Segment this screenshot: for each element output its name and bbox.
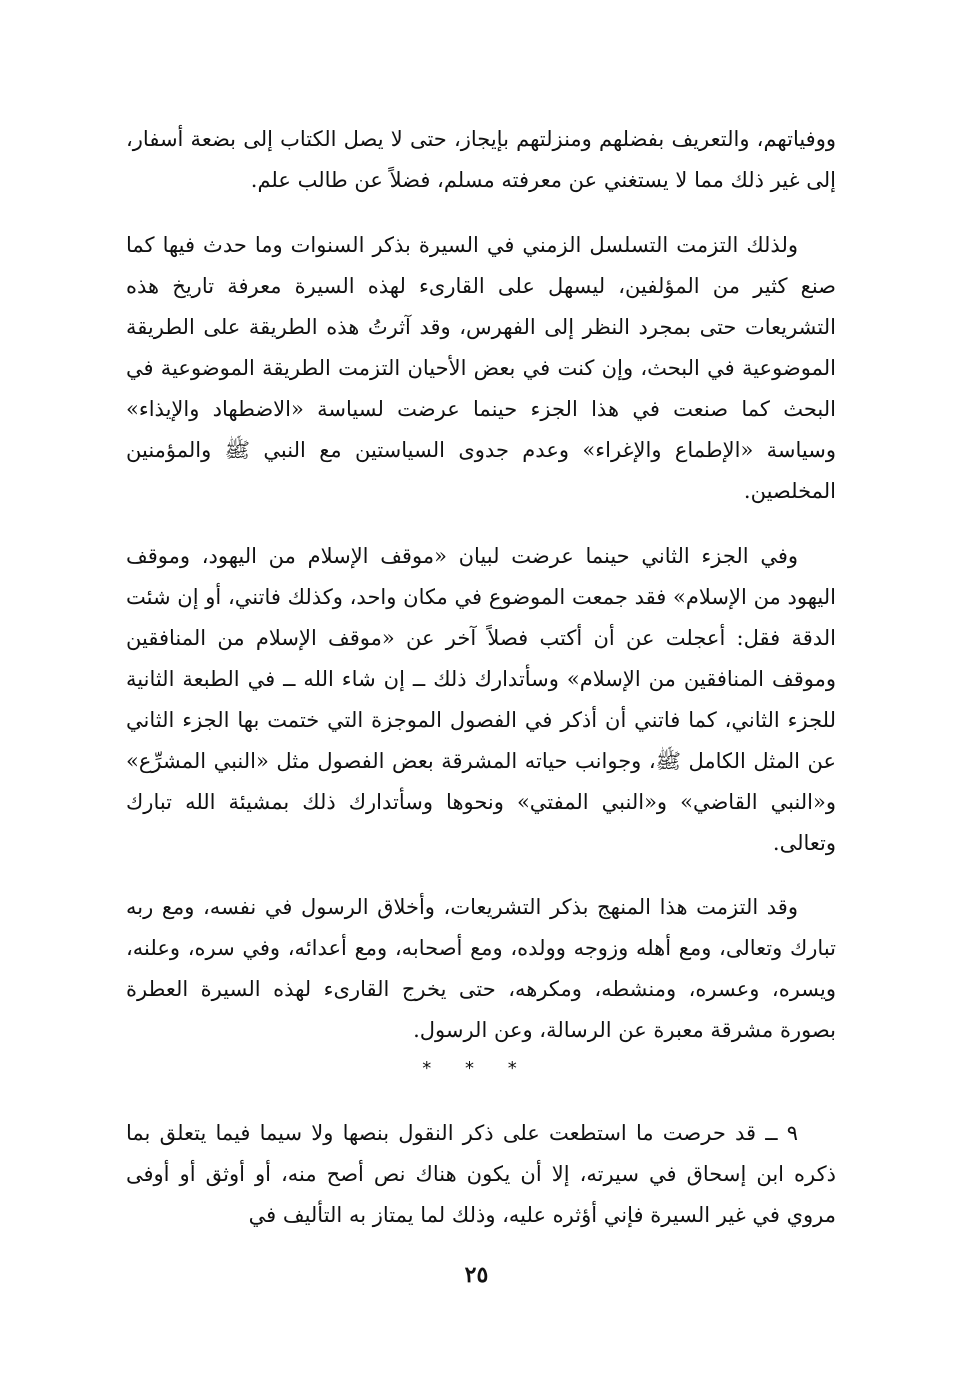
text-paragraph-1 [126,119,836,201]
page-number: ٢٥ [464,1262,489,1288]
paragraph-text: ووفياتهم، والتعريف بفضلهم ومنزلتهم بإيجاز، حتى لا يصل الكتاب إلى بضعة أسفار، إلى غير ذلك مما لا يستغني عن معرفته مسلم، فضلاً عن طالب علم. [126,127,836,192]
paragraph-text: ٩ ــ قد حرصت ما استطعت على ذكر النقول بنصها ولا سيما فيما يتعلق بما ذكره ابن إسحاق في سيرته، إلا أن يكون هناك نص أصح منه، أو أوثق أو أوفى مروي في غير السيرة فإني أؤثره عليه، وذلك لما يمتاز به التأليف في [126,1121,836,1227]
paragraph-text: وفي الجزء الثاني حينما عرضت لبيان «موقف الإسلام من اليهود، وموقف اليهود من الإسلام» فقد جمعت الموضوع في مكان واحد، وكذلك فاتني، أو إن شئت الدقة فقل: أعجلت عن أن أكتب فصلاً آخر عن «موقف الإسلام من المنافقين وموقف المنافقين من الإسلام» وسأتدارك ذلك ــ إن شاء الله ــ في الطبعة الثانية للجزء الثاني، كما فاتني أن أذكر في الفصول الموجزة التي ختمت بها الجزء الثاني عن المثل الكامل ﷺ، وجوانب حياته المشرقة بعض الفصول مثل «النبي المشرِّع» و«النبي القاضي» و«النبي المفتي» ونحوها وسأتدارك ذلك بمشيئة الله تبارك وتعالى. [126,544,836,855]
text-paragraph-4 [126,887,836,1051]
paragraph-text: وقد التزمت هذا المنهج بذكر التشريعات، وأخلاق الرسول في نفسه، ومع ربه تبارك وتعالى، ومع أهله وزوجه وولده، ومع أصحابه، ومع أعدائه، وفي سره، وعلنه، ويسره، وعسره، ومنشطه، ومكرهه، حتى يخرج القارىء لهذه السيرة العطرة بصورة مشرقة معبرة عن الرسالة، وعن الرسول. [126,895,836,1042]
paragraph-text: ولذلك التزمت التسلسل الزمني في السيرة بذكر السنوات وما حدث فيها كما صنع كثير من المؤلفين، ليسهل على القارىء لهذه السيرة معرفة تاريخ هذه التشريعات حتى بمجرد النظر إلى الفهرس، وقد آثرتُ هذه الطريقة على الطريقة الموضوعية في البحث، وإن كنت في بعض الأحيان التزمت الطريقة الموضوعية في البحث كما صنعت في هذا الجزء حينما عرضت لسياسة «الاضطهاد والإيذاء» وسياسة «الإطماع والإغراء» وعدم جدوى السياستين مع النبي ﷺ والمؤمنين المخلصين. [126,233,836,503]
text-paragraph-5 [126,1113,836,1236]
text-paragraph-2 [126,225,836,512]
text-paragraph-3 [126,536,836,864]
section-separator: * * * [422,1058,531,1079]
